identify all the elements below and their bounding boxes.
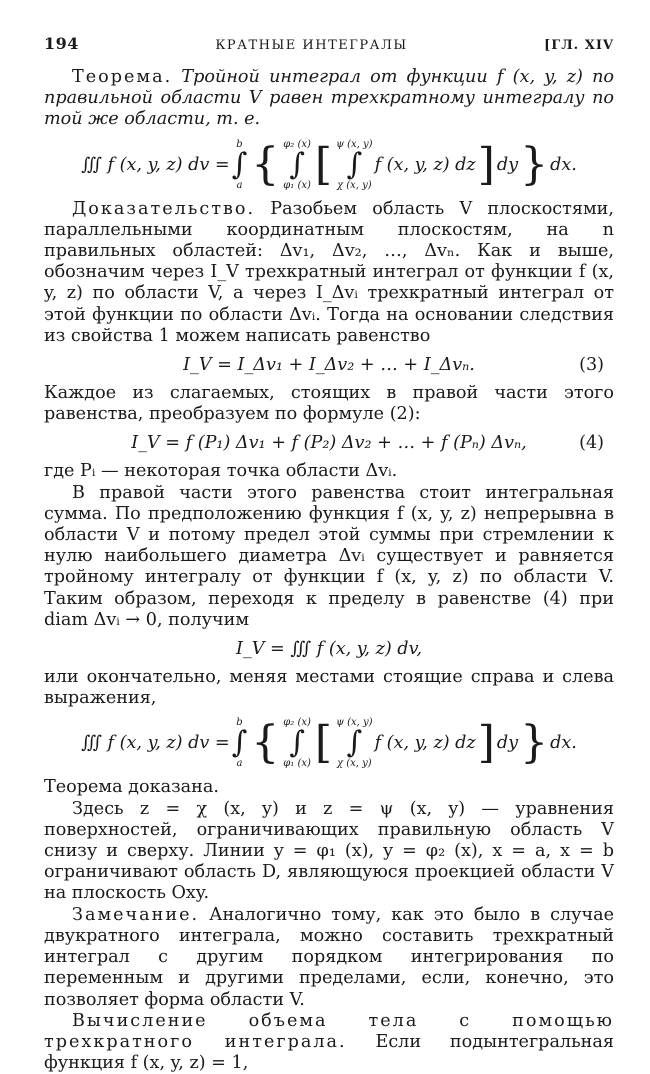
formula-main-dx: dx. [550,154,577,175]
formula-main-lhs: ∭ f (x, y, z) dv = [81,154,230,175]
proof-paragraph-3: где Pᵢ — некоторая точка области Δvᵢ. [44,461,398,482]
remark-label: Замечание. [72,904,200,925]
equation-3-number: (3) [579,355,604,376]
chapter-label: [ГЛ. XIV [544,38,614,53]
equation-5 [44,639,614,659]
theorem-paragraph [44,67,614,131]
volume-paragraph [44,1011,614,1074]
equation-4 [44,433,614,453]
running-title: КРАТНЫЕ ИНТЕГРАЛЫ [215,38,408,53]
volume-text: Если подынтегральная функция f (x, y, z) = 1, [44,1031,615,1074]
formula-main: ∭ f (x, y, z) dv = b ∫ a { φ₂ (x) ∫ φ₁ (x) [ ψ (x, y) ∫ χ (x, y) f (x, y, z) dz ] dy } dx. [81,138,577,191]
volume-label: Вычисление объема тела с помощью трехкратного интеграла. [44,1010,614,1052]
formula-main-dy: dy [496,154,519,175]
outer-integral: b ∫ a [231,138,248,191]
middle-integral: φ₂ (x) ∫ φ₁ (x) [283,138,311,191]
remark-text: Аналогично тому, как это было в случае двукратного интеграла, можно составить трехкратный интеграл с другим порядком интегрирования по переменным и другими пределами, если, конечно, это позволяет форма области V. [44,904,614,1010]
proof-text-1: Разобьем область V плоскостями, параллельными координатным плоскостям, на n правильных областей: Δv₁, Δv₂, …, Δvₙ. Как и выше, обозначим через I_V трехкратный интеграл от функции f (x, y, z) по области V, а через I_Δvᵢ трехкратный интеграл от этой функции по области Δvᵢ. Тогда на основании следствия из свойства 1 можем написать равенство [44,198,614,346]
equation-5-body: I_V = ∭ f (x, y, z) dv, [235,639,423,660]
proof-label: Доказательство. [72,198,256,219]
page [44,34,614,1074]
formula-main-integrand: f (x, y, z) dz [374,154,476,175]
running-head [44,34,614,53]
remark-paragraph [44,905,614,1011]
proof-paragraph [44,199,614,347]
equation-3-body: I_V = I_Δv₁ + I_Δv₂ + … + I_Δvₙ. [183,355,475,376]
proof-paragraph-4: В правой части этого равенства стоит интегральная сумма. По предположению функция f (x, y, z) непрерывна в области V и потому предел этой суммы при стремлении к нулю наибольшего диаметра Δvᵢ существует и равняется тройному интегралу от функции f (x, y, z) по области V. Таким образом, переходя к пределу в равенстве (4) при diam Δvᵢ → 0, получим [44,482,614,630]
proof-paragraph-6: Здесь z = χ (x, y) и z = ψ (x, y) — уравнения поверхностей, ограничивающих правильную область V снизу и сверху. Линии y = φ₁ (x), y = φ₂ (x), x = a, x = b ограничивают область D, являющуюся проекцией области V на плоскость Oxy. [44,798,614,904]
theorem-proved: Теорема доказана. [44,777,219,798]
equation-3 [44,355,614,375]
proof-paragraph-5: или окончательно, меняя местами стоящие справа и слева выражения, [44,667,614,709]
theorem-label: Теорема. [72,67,173,87]
proof-paragraph-2: Каждое из слагаемых, стоящих в правой части этого равенства, преобразуем по формуле (2): [44,383,614,425]
formula-main-repeat: ∭ f (x, y, z) dv = b ∫ a { φ₂ (x) ∫ φ₁ (x) [ ψ (x, y) ∫ χ (x, y) f (x, y, z) dz ] dy } dx. [81,717,577,770]
equation-4-body: I_V = f (P₁) Δv₁ + f (P₂) Δv₂ + … + f (Pₙ) Δvₙ, [131,433,527,454]
theorem-text: Тройной интеграл от функции f (x, y, z) по правильной области V равен трехкратному интегралу по той же области, т. е. [44,67,614,130]
inner-integral: ψ (x, y) ∫ χ (x, y) [336,138,373,191]
page-number: 194 [44,34,79,53]
equation-4-number: (4) [579,433,604,454]
